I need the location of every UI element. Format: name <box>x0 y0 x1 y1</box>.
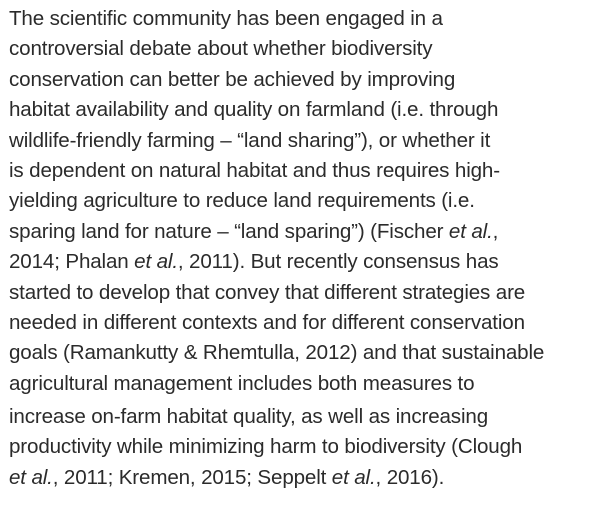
text-run: , 2011). But recently consensus has <box>177 250 499 274</box>
text-run: is dependent on natural habitat and thus requires high- <box>9 158 500 182</box>
text-run: productivity while minimizing harm to biodiversity (Clough <box>9 435 523 459</box>
text-line <box>9 95 597 125</box>
text-run: needed in different contexts and for different conservation <box>9 310 525 334</box>
text-run-italic: et al. <box>331 465 376 489</box>
text-run: controversial debate about whether biodiversity <box>9 37 433 61</box>
text-line <box>9 338 597 368</box>
text-run-italic: et al. <box>134 250 178 274</box>
text-line <box>9 186 597 216</box>
text-line <box>9 432 597 462</box>
text-run: wildlife-friendly farming – “land sharing”), or whether it <box>9 128 491 152</box>
text-line <box>9 217 597 247</box>
text-line <box>9 4 597 34</box>
text-run: started to develop that convey that different strategies are <box>9 280 526 304</box>
text-run: , 2011; Kremen, 2015; Seppelt <box>52 465 332 489</box>
text-line <box>9 402 597 432</box>
text-line <box>9 463 597 493</box>
document-paragraph <box>9 4 597 493</box>
text-run: , <box>492 219 499 243</box>
text-line <box>9 156 597 186</box>
text-run-italic: et al. <box>9 465 53 489</box>
text-run: increase on-farm habitat quality, as well as increasing <box>9 405 488 429</box>
text-line <box>9 308 597 338</box>
text-line <box>9 34 597 64</box>
text-line <box>9 247 597 277</box>
text-run-italic: et al. <box>448 219 493 243</box>
text-run: 2014; Phalan <box>9 250 135 274</box>
text-run: habitat availability and quality on farmland (i.e. through <box>9 98 499 122</box>
text-run: yielding agriculture to reduce land requirements (i.e. <box>9 189 475 213</box>
text-run: , 2016). <box>375 465 445 489</box>
text-run: The scientific community has been engaged in a <box>9 7 443 30</box>
text-run: sparing land for nature – “land sparing”) (Fischer <box>9 219 449 243</box>
text-run: conservation can better be achieved by improving <box>9 67 456 91</box>
text-line <box>9 278 597 308</box>
text-line <box>9 65 597 95</box>
text-line <box>9 369 597 399</box>
text-run: agricultural management includes both measures to <box>9 371 475 395</box>
text-line <box>9 126 597 156</box>
text-run: goals (Ramankutty & Rhemtulla, 2012) and that sustainable <box>9 341 545 365</box>
